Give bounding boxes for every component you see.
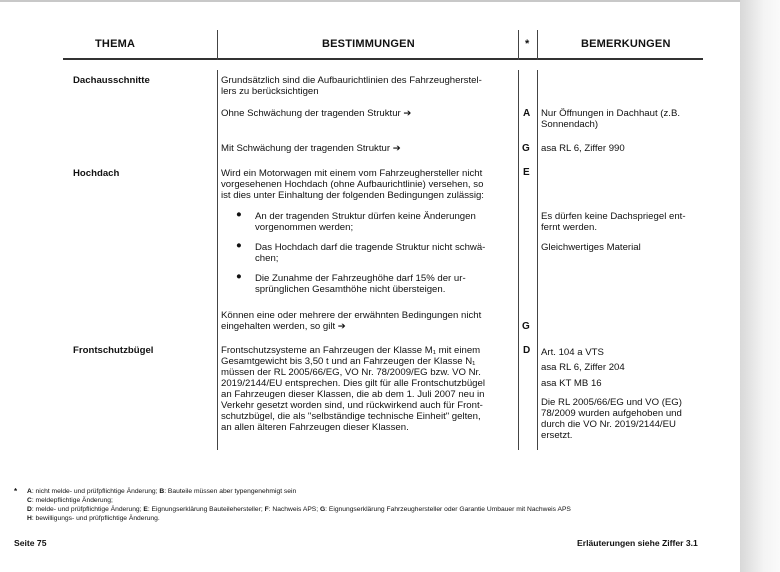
dach-remark-3: asa RL 6, Ziffer 990 <box>541 143 625 154</box>
dach-mark-3: G <box>522 143 530 154</box>
header-star: * <box>525 38 530 50</box>
hoch-remark-2: Gleichwertiges Material <box>541 242 641 253</box>
footnote-line-4 <box>27 515 160 524</box>
front-text-2: Gesamtgewicht bis 3,50 t und an Fahrzeugen der Klasse N₁ <box>221 356 476 367</box>
theme-hochdach: Hochdach <box>73 168 120 179</box>
col-line-2 <box>518 70 519 450</box>
hoch-text-1a: Wird ein Motorwagen mit einem vom Fahrzeughersteller nicht <box>221 168 483 179</box>
footnote-key-e: E <box>143 506 148 513</box>
hoch-text-1c: ist dies unter Einhaltung der folgenden Bedingungen zulässig: <box>221 190 484 201</box>
dach-text-3: Mit Schwächung der tragenden Struktur ➔ <box>221 143 401 154</box>
hoch-bullet-2a: Das Hochdach darf die tragende Struktur nicht schwä- <box>255 242 486 253</box>
hoch-text-2a: Können eine oder mehrere der erwähnten Bedingungen nicht <box>221 310 482 321</box>
footnote-desc-a: : nicht melde- und prüfpflichtige Änderung; <box>31 488 160 495</box>
bullet-1-icon: ● <box>236 209 242 220</box>
theme-dachausschnitte: Dachausschnitte <box>73 75 150 86</box>
hoch-text-2b: eingehalten werden, so gilt ➔ <box>221 321 346 332</box>
dach-mark-2: A <box>523 108 531 119</box>
hoch-remark-1a: Es dürfen keine Dachspriegel ent- <box>541 211 686 222</box>
dach-text-2: Ohne Schwächung der tragenden Struktur ➔ <box>221 108 412 119</box>
front-remark-4a: Die RL 2005/66/EG und VO (EG) <box>541 397 682 408</box>
hoch-bullet-1a: An der tragenden Struktur dürfen keine Änderungen <box>255 211 476 222</box>
dach-remark-2a: Nur Öffnungen in Dachhaut (z.B. <box>541 108 681 119</box>
hoch-bullet-2b: chen; <box>255 253 279 264</box>
top-border <box>0 0 740 2</box>
front-remark-4c: durch die VO Nr. 2019/2144/EU <box>541 419 676 430</box>
footnote-desc-d: : melde- und prüfpflichtige Änderung; <box>31 506 144 513</box>
header-bestimmungen: BESTIMMUNGEN <box>322 38 415 50</box>
dach-text-1b: lers zu berücksichtigen <box>221 86 319 97</box>
footnote-key-c: C <box>27 497 32 504</box>
hoch-mark-2: G <box>522 321 530 332</box>
footnote-line-2 <box>27 497 113 506</box>
col-line-3-header <box>537 30 538 60</box>
front-remark-1: Art. 104 a VTS <box>541 347 604 358</box>
front-remark-4b: 78/2009 wurden aufgehoben und <box>541 408 682 419</box>
front-text-6: Verkehr gesetzt worden sind, und rückwirkend auch für Front- <box>221 400 483 411</box>
footnote-line-1 <box>27 488 296 497</box>
front-text-1: Frontschutzsysteme an Fahrzeugen der Klasse M₁ mit einem <box>221 345 481 356</box>
header-thema: THEMA <box>95 38 136 50</box>
front-remark-4d: ersetzt. <box>541 430 573 441</box>
col-line-1-header <box>217 30 218 60</box>
col-line-2-header <box>518 30 519 60</box>
theme-frontschutzbuegel: Frontschutzbügel <box>73 345 154 356</box>
hoch-bullet-3b: sprünglichen Gesamthöhe nicht übersteigen. <box>255 284 446 295</box>
footnote-key-b: B <box>159 488 165 495</box>
hoch-mark-1: E <box>523 167 530 178</box>
header-rule <box>63 58 703 60</box>
hoch-text-1b: vorgesehenen Hochdach (ohne Aufbaurichtlinie) versehen, so <box>221 179 484 190</box>
footnote-desc-e: : Eignungserklärung Bauteilehersteller; <box>147 506 265 513</box>
hoch-bullet-1b: vorgenommen werden; <box>255 222 354 233</box>
front-remark-3: asa KT MB 16 <box>541 378 602 389</box>
footnote-desc-f: : Nachweis APS; <box>268 506 320 513</box>
page-edge-shadow <box>740 0 780 572</box>
hoch-bullet-3a: Die Zunahme der Fahrzeughöhe darf 15% der ur- <box>255 273 466 284</box>
col-line-3 <box>537 70 538 450</box>
footnote-key-g: G <box>319 506 326 513</box>
footnote-desc-h: : bewilligungs- und prüfpflichtige Änderung. <box>31 515 160 522</box>
front-text-7: schutzbügel, die als "selbständige technische Einheit" gelten, <box>221 411 481 422</box>
page-number: Seite 75 <box>14 538 47 548</box>
footnote-desc-b: : Bauteile müssen aber typengenehmigt sein <box>164 488 297 495</box>
hoch-remark-1b: fernt werden. <box>541 222 597 233</box>
footnote-key-f: F <box>264 506 269 513</box>
col-line-1 <box>217 70 218 450</box>
footnote-line-3 <box>27 506 571 515</box>
dach-text-1a: Grundsätzlich sind die Aufbaurichtlinien des Fahrzeugherstel- <box>221 75 482 86</box>
footnote-key-d: D <box>27 506 32 513</box>
footnote-desc-c: : meldepflichtige Änderung; <box>31 497 113 504</box>
bullet-2-icon: ● <box>236 240 242 251</box>
front-text-4: 2019/2144/EU entsprechen. Dies gilt für alle Frontschutzbügel <box>221 378 485 389</box>
front-text-3: müssen der RL 2005/66/EG, VO Nr. 78/2009/EG bzw. VO Nr. <box>221 367 481 378</box>
footnote-star: * <box>14 487 18 496</box>
front-remark-2: asa RL 6, Ziffer 204 <box>541 362 625 373</box>
front-text-5: an Fahrzeugen dieser Klassen, die ab dem 1. Juli 2007 neu in <box>221 389 485 400</box>
footnote-key-a: A <box>27 488 32 495</box>
reference-note: Erläuterungen siehe Ziffer 3.1 <box>577 538 698 548</box>
header-bemerkungen: BEMERKUNGEN <box>581 38 671 50</box>
footnote-desc-g: : Eignungserklärung Fahrzeughersteller oder Garantie Umbauer mit Nachweis APS <box>325 506 571 513</box>
footnote-key-h: H <box>27 515 32 522</box>
bullet-3-icon: ● <box>236 271 242 282</box>
front-mark-1: D <box>523 345 531 356</box>
front-text-8: an allen älteren Fahrzeugen dieser Klassen. <box>221 422 409 433</box>
dach-remark-2b: Sonnendach) <box>541 119 599 130</box>
